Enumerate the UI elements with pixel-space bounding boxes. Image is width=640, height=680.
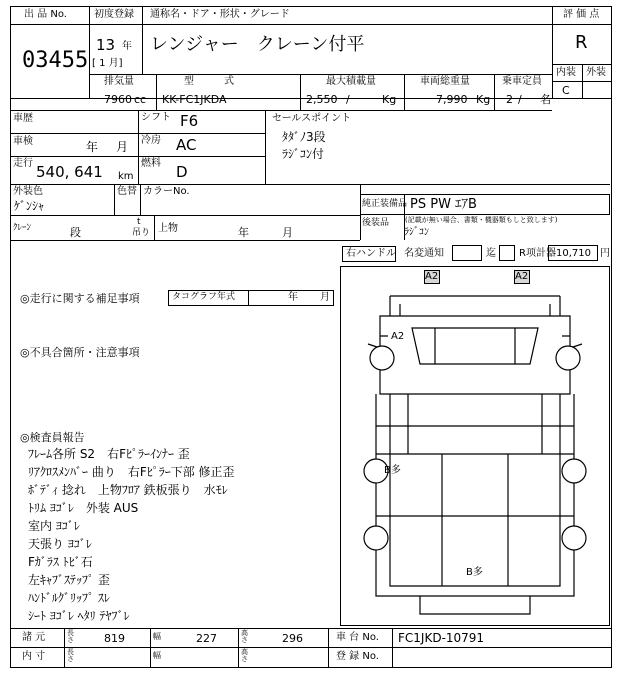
divider [404, 74, 405, 110]
length-value: 819 [104, 632, 125, 645]
chassis-no-value: FC1JKD-10791 [398, 631, 485, 645]
inspector-line: ﾎﾞﾃﾞｨ 捻れ 上物ﾌﾛｱ 鉄板張り 水ﾓﾚ [28, 483, 228, 497]
shift-label: シフト [141, 112, 171, 123]
mileage-label: 走行 [13, 158, 33, 169]
damage-mark-label: B多 [466, 567, 483, 578]
damage-mark-label: A2 [391, 331, 405, 342]
mileage-unit: km [118, 171, 134, 182]
divider [360, 184, 361, 240]
divider [552, 24, 612, 25]
equipment-value: PS PW ｴｱB [410, 197, 477, 212]
divider [64, 628, 65, 668]
inspection-label: 車検 [13, 136, 33, 147]
loading-label: 上物 [158, 223, 178, 234]
divider [89, 24, 552, 25]
capacity-value: 2 [506, 93, 513, 106]
length-label: 長さ [67, 648, 74, 663]
crane-stage-unit: 段 [70, 226, 81, 239]
loading-month-unit: 月 [282, 226, 293, 239]
divider [138, 110, 139, 184]
divider [10, 24, 90, 25]
r-mileage-unit: 円 [600, 248, 610, 259]
lot-no-label: 出 品 No. [24, 9, 67, 20]
loading-year-unit: 年 [238, 226, 249, 239]
width-value: 227 [196, 632, 217, 645]
fuel-label: 燃料 [141, 158, 161, 169]
color-no-label: カラーNo. [143, 186, 190, 197]
interior-label: 内装 [556, 67, 576, 78]
inspector-line: 天張り ﾖｺﾞﾚ [28, 537, 92, 551]
divider [392, 628, 393, 668]
divider [248, 290, 249, 306]
max-load-label: 最大積載量 [326, 76, 376, 87]
divider [360, 194, 610, 195]
divider [609, 194, 610, 214]
mileage-value: 540, 641 [36, 163, 103, 181]
accessories-note: (記載が無い場合、書類・機器類もしと致します) [405, 216, 558, 224]
accessories-label: 後装品 [362, 218, 390, 228]
color-label: 外装色 [13, 186, 43, 197]
divider [114, 184, 115, 215]
inspection-month-unit: 月 [116, 140, 129, 154]
divider [10, 240, 360, 241]
tachograph-year-unit: 年 [288, 292, 298, 303]
capacity-separator: / [518, 93, 522, 106]
divider [494, 74, 495, 110]
capacity-label: 乗車定員 [502, 76, 542, 87]
inspector-report-label: ◎検査員報告 [20, 431, 85, 444]
max-load-separator: / [346, 93, 350, 106]
divider [150, 628, 151, 668]
inspector-line: 室内 ﾖｺﾞﾚ [28, 519, 80, 533]
fuel-value: D [176, 163, 188, 181]
divider [10, 184, 610, 185]
inspector-line: ﾄﾘﾑ ﾖｺﾞﾚ 外装 AUS [28, 501, 139, 515]
year-unit: 年 [122, 41, 132, 52]
divider [10, 110, 552, 111]
divider [154, 215, 155, 240]
length-label: 長さ [67, 629, 74, 644]
height-label: 高さ [241, 629, 248, 644]
shift-value: F6 [180, 112, 199, 130]
equipment-label: 純正装備品 [362, 199, 408, 209]
divider [360, 214, 610, 215]
expiry-box [499, 245, 515, 261]
inspection-year-unit: 年 [86, 140, 99, 154]
first-registration-label: 初度登録 [94, 9, 134, 20]
inspector-line: ﾊﾝﾄﾞﾙｸﾞﾘｯﾌﾟ ｽﾚ [28, 591, 110, 605]
inspector-line: 左ｷｬﾌﾞｽﾃｯﾌﾟ 歪 [28, 573, 110, 587]
divider [582, 64, 583, 98]
inspector-line: ﾘｱｸﾛｽﾒﾝﾊﾞｰ 曲り 右Fﾋﾟﾗｰ下部 修正歪 [28, 465, 235, 479]
steering-value: 右ハンドル [346, 248, 396, 259]
divider [552, 6, 553, 98]
divider [89, 6, 90, 98]
r-mileage-value: 10,710 [556, 248, 591, 259]
displacement-value: 7960 [104, 93, 132, 106]
max-load-unit: Kg [382, 93, 397, 106]
registration-no-label: 登 録 No. [336, 651, 379, 662]
divider [156, 74, 157, 110]
inspector-line: ﾌﾚｰﾑ各所 S2 右Fﾋﾟﾗｰｲﾝﾅｰ 歪 [28, 447, 190, 461]
expiry-label: 迄 [486, 248, 496, 259]
divider [328, 628, 329, 668]
divider [10, 215, 360, 216]
damage-mark-label: A2 [425, 271, 439, 282]
model-code-label: 型 式 [184, 76, 234, 87]
divider [10, 647, 612, 648]
lot-number: 03455 [22, 48, 89, 73]
sales-points-label: セールスポイント [272, 113, 352, 124]
model-code: KK-FC1JKDA [162, 93, 227, 106]
registration-year: 13 [96, 36, 116, 54]
height-value: 296 [282, 632, 303, 645]
sales-point: ﾗｼﾞｺﾝ付 [282, 147, 325, 161]
tachograph-label: タコグラフ年式 [172, 292, 236, 302]
divider [140, 184, 141, 215]
crane-label: ｸﾚｰﾝ [13, 223, 32, 233]
registration-month: [ 1 月] [92, 58, 123, 69]
inspector-line: ｼｰﾄ ﾖｺﾞﾚ ﾍﾀﾘ ﾃﾔﾌﾞﾚ [28, 609, 130, 623]
damage-mark-label: B多 [384, 465, 401, 476]
ac-value: AC [176, 136, 197, 154]
sales-point: ﾀﾀﾞﾉ3段 [282, 130, 326, 144]
tachograph-month-unit: 月 [320, 292, 330, 303]
gross-weight-label: 車両総重量 [420, 76, 470, 87]
color-change-label: 色替 [117, 186, 137, 197]
displacement-label: 排気量 [104, 76, 134, 87]
dimensions-label: 諸 元 [22, 632, 46, 643]
width-label: 幅 [153, 651, 161, 660]
divider [142, 6, 143, 74]
name-grade-label: 通称名・ドア・形状・グレード [150, 9, 290, 20]
divider [300, 74, 301, 110]
model-name: レンジャー クレーン付平 [150, 34, 365, 55]
crane-ton-unit: t [137, 217, 141, 227]
capacity-unit: 名 [540, 93, 551, 106]
r-mileage-label: R项計器 [519, 248, 556, 259]
inspector-line: Fｶﾞﾗｽ ﾄﾋﾞ石 [28, 555, 93, 569]
chassis-no-label: 車 台 No. [336, 632, 379, 643]
defects-label: ◎不具合箇所・注意事項 [20, 346, 140, 359]
divider [238, 628, 239, 668]
crane-lift-unit: 吊り [132, 228, 151, 238]
divider [10, 628, 612, 629]
name-change-label: 名変通知 [404, 248, 444, 259]
divider [89, 74, 552, 75]
history-label: 車歴 [13, 113, 33, 124]
rating-label: 評 価 点 [563, 9, 600, 20]
driving-notes-label: ◎走行に関する補足事項 [20, 292, 140, 305]
color-value: ｹﾞﾝｼｬ [14, 199, 45, 213]
gross-weight-unit: Kg [476, 93, 491, 106]
width-label: 幅 [153, 632, 161, 641]
name-change-box [452, 245, 482, 261]
displacement-unit: cc [134, 93, 147, 106]
ac-label: 冷房 [141, 135, 161, 146]
gross-weight-value: 7,990 [436, 93, 468, 106]
rating-value: R [575, 32, 588, 53]
interior-grade: C [562, 84, 570, 97]
accessories-value: ﾗｼﾞｺﾝ [404, 227, 429, 238]
damage-mark-label: A2 [515, 271, 529, 282]
exterior-label: 外装 [586, 67, 606, 78]
height-label: 高さ [241, 648, 248, 663]
max-load-value: 2,550 [306, 93, 338, 106]
divider [265, 110, 266, 184]
interior-dimensions-label: 内 寸 [22, 651, 46, 662]
